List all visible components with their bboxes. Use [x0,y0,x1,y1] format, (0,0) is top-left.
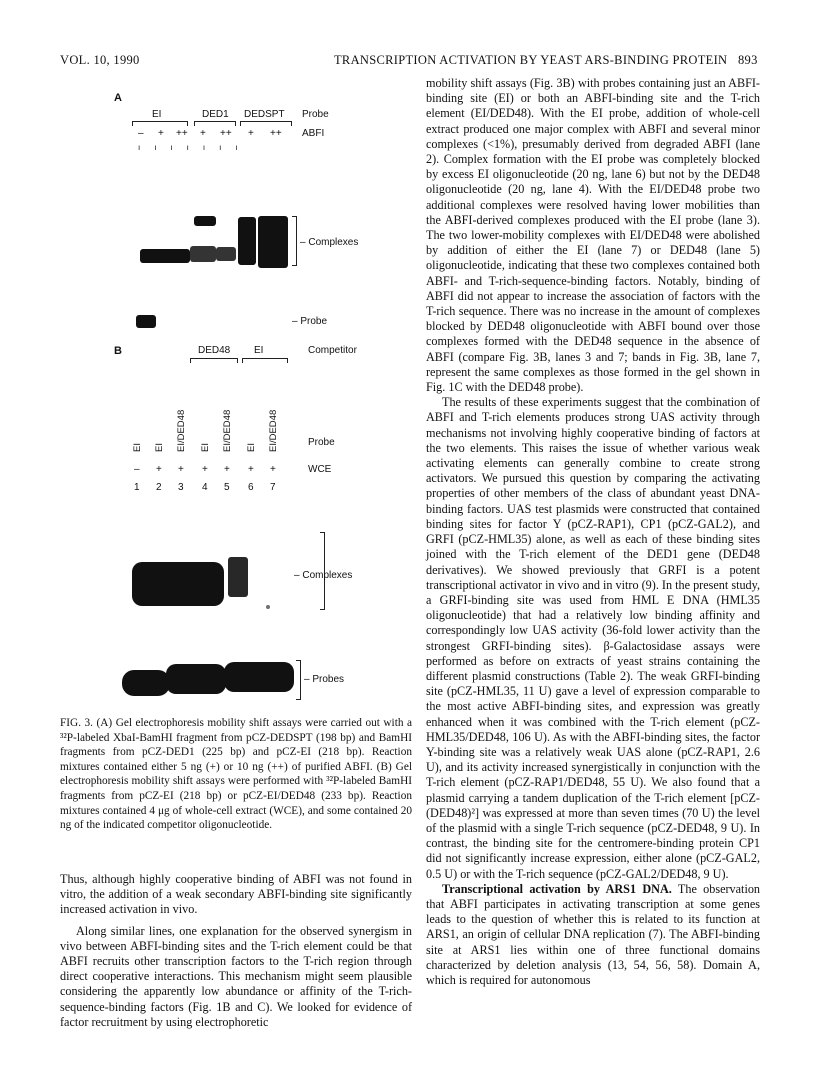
lane-number-3: 3 [178,482,184,493]
right-column [426,76,760,988]
lane-probe-1: EI [132,443,143,452]
wce-mark-4: + [202,464,208,475]
lane-probe-7: EI/DED48 [268,409,279,452]
panel-a-probe-band-label: – Probe [292,316,328,327]
panel-b-competitor-label: Competitor [308,345,357,356]
bracket-competitor-ei [242,358,288,363]
wce-mark-5: + [224,464,230,475]
lane-number-6: 6 [248,482,254,493]
panel-a-label: A [114,92,122,104]
figure-3 [98,92,418,707]
lane-probe-6: EI [246,443,257,452]
panel-a-abfi-label: ABFI [302,128,325,139]
wce-mark-7: + [270,464,276,475]
abfi-mark-1: – [138,128,144,139]
probe-group-ded1: DED1 [202,109,229,120]
figure-caption: FIG. 3. (A) Gel electrophoresis mobility shift assays were carried out with a ³²P-labeled XbaI-BamHI fragment from pCZ-DEDSPT (198 bp) and BamHI fragments from pCZ-DED1 (225 bp) and pCZ-EI (218 bp). Reaction mixtures contained either 5 ng (+) or 10 ng (++) of purified ABFI. (B) Gel electrophoresis mobility shift assays were performed with ³²P-labeled BamHI fragments from pCZ-EI (218 bp) or pCZ-EI/DED48 (233 bp). Reaction mixtures contained 4 μg of whole-cell extract (WCE), and some contained 20 ng of the indicated competitor oligonucleotide. [60,717,412,832]
lane-number-2: 2 [156,482,162,493]
right-paragraph-3 [426,882,760,988]
panel-a-complexes-label: – Complexes [300,237,359,248]
lane-probe-5: EI/DED48 [222,409,233,452]
wce-mark-2: + [156,464,162,475]
lane-number-5: 5 [224,482,230,493]
lane-probe-4: EI [200,443,211,452]
abfi-mark-4: + [200,128,206,139]
page-number: 893 [738,53,758,67]
abfi-mark-7: ++ [270,128,282,139]
right-paragraph-3-text: The observation that ABFI participates in activating transcription at some genes leads to the question of whether this is related to its function at ARS1, an origin of cellular DNA replication (7). The ABFI-binding site at ARS1 lies within one of three functional domains characterized by deletion analysis (13, 54, 56, 58). Domain A, which is required for autonomous [426,881,761,987]
panel-a-probe-label: Probe [302,109,329,120]
right-paragraph-1: mobility shift assays (Fig. 3B) with probes containing just an ABFI-binding site (EI) or both an ABFI-binding site and the T-rich element (EI/DED48). With the EI probe, addition of whole-cell extract produced one major complex with ABFI and several minor complexes (<1%), presumably derived from degraded ABFI (lane 2). Complex formation with the EI probe was completely blocked by excess EI oligonucleotide (20 ng, lane 6) but not by the DED48 oligonucleotide (20 ng, lane 4). With the EI/DED48 probe two additional complexes were resolved having lower mobilities than the ABFI-derived complexes produced with the EI probe (lane 3). The two lower-mobility complexes with EI/DED48 were abolished by addition of either the EI (lane 7) or DED48 (lane 5) oligonucleotide, indicating that these two complexes contained both ABFI- and T-rich-sequence-binding factors. Notably, binding of ABFI did not appear to increase the association of factors with the T-rich sequence. There was no increase in the amount of complexes blocked by DED48 oligonucleotide with ABFI bound over those complexes formed with the DED48 sequence in the absence of ABFI (compare Fig. 3B, lanes 3 and 7; bands in Fig. 3B, lane 7, represent the same complexes as those formed in the gel shown in Fig. 1C with the DED48 probe). [426,76,760,395]
running-header-volume: VOL. 10, 1990 [60,53,140,67]
running-header-title: TRANSCRIPTION ACTIVATION BY YEAST ARS-BINDING PROTEIN [334,53,728,67]
panel-b-probe-label: Probe [308,437,335,448]
lane-number-1: 1 [134,482,140,493]
left-paragraph-2: Along similar lines, one explanation for the observed synergism in vivo between ABFI-binding sites and the T-rich element could be that ABFI recruits other transcription factors to the T-rich region through direct cooperative interactions. This mechanism might seem plausible considering the apparently low abundance or affinity of the T-rich-sequence-binding factors (Fig. 1B and C). We looked for evidence of factor recruitment by using electrophoretic [60,923,412,1029]
bracket-ded1 [194,121,236,126]
probe-group-dedspt: DEDSPT [244,109,285,120]
lane-probe-2: EI [154,443,165,452]
lane-ticks-a: ııııııı [138,143,252,152]
abfi-mark-5: ++ [220,128,232,139]
abfi-mark-2: + [158,128,164,139]
competitor-group-ei: EI [254,345,264,356]
wce-mark-3: + [178,464,184,475]
probes-bracket-b [296,660,301,700]
abfi-mark-3: ++ [176,128,188,139]
section-heading: Transcriptional activation by ARS1 DNA. [442,881,672,896]
probe-group-ei: EI [152,109,162,120]
panel-b-probes-label: – Probes [304,674,345,685]
right-paragraph-2: The results of these experiments suggest that the combination of ABFI and T-rich elements produces strong UAS activity through mechanisms not involving highly cooperative binding of factors at the two elements. This raises the issue of whether various weak activating elements can generally combine to create strong activators. We pursued this question by comparing the activating properties of other members of the class of abundant yeast DNA-binding factors. UAS test plasmids were constructed that contained binding sites for factor Y (pCZ-RAP1), CP1 (pCZ-GAL2), and GRFI (pCZ-HML35) alone, as well as each of these binding sites joined with the T-rich element of the DED1 gene (DED48 derivatives). We showed previously that GRFI is a potent transcriptional activator in vivo and in vitro (9). In the present study, a GRFI-binding site was used from HML E DNA (HML35 oligonucleotide) that had a relatively low binding affinity and correspondingly low UAS activity (36-fold lower activity than the strongest GRFI-binding sites). β-Galactosidase assays were performed as before on extracts of yeast strains containing the different plasmid constructions (Table 2). The weak GRFI-binding site (pCZ-HML35, 11 U) gave a level of expression comparable to the most active ABFI-binding sites, and expression was greatly enhanced when it was combined with the T-rich element (pCZ-HML35/DED48, 106 U). As with the ABFI-binding sites, the factor Y-binding site was a relatively weak UAS alone (pCZ-RAP1, 2.6 U), and its activity increased synergistically in conjunction with the T-rich element (pCZ-RAP1/DED48, 55 U). We also found that a plasmid carrying a tandem duplication of the T-rich element [pCZ-(DED48)²] was expressed at more than seven times (70 U) the level of the plasmid with a single T-rich sequence (pCZ-DED48, 9 U). In contrast, the binding site for the centromere-binding protein CP1 did not significantly increase expression, either alone (pCZ-GAL2, 0.5 U) or with the T-rich sequence (pCZ-GAL2/DED48, 9 U). [426,395,760,881]
abfi-mark-6: + [248,128,254,139]
wce-mark-1: – [134,464,140,475]
bracket-ei [132,121,188,126]
left-column [60,872,412,1030]
complexes-bracket-a [292,216,297,266]
competitor-group-ded48: DED48 [198,345,231,356]
bracket-dedspt [240,121,292,126]
lane-probe-3: EI/DED48 [176,409,187,452]
left-paragraph-1: Thus, although highly cooperative binding of ABFI was not found in vitro, the addition of a weak secondary ABFI-binding site significantly increased activation in vivo. [60,872,412,917]
panel-b-label: B [114,345,122,357]
panel-b-complexes-label: – Complexes [294,570,353,581]
lane-number-4: 4 [202,482,208,493]
wce-mark-6: + [248,464,254,475]
lane-number-7: 7 [270,482,276,493]
panel-b-wce-label: WCE [308,464,332,475]
bracket-ded48 [190,358,238,363]
